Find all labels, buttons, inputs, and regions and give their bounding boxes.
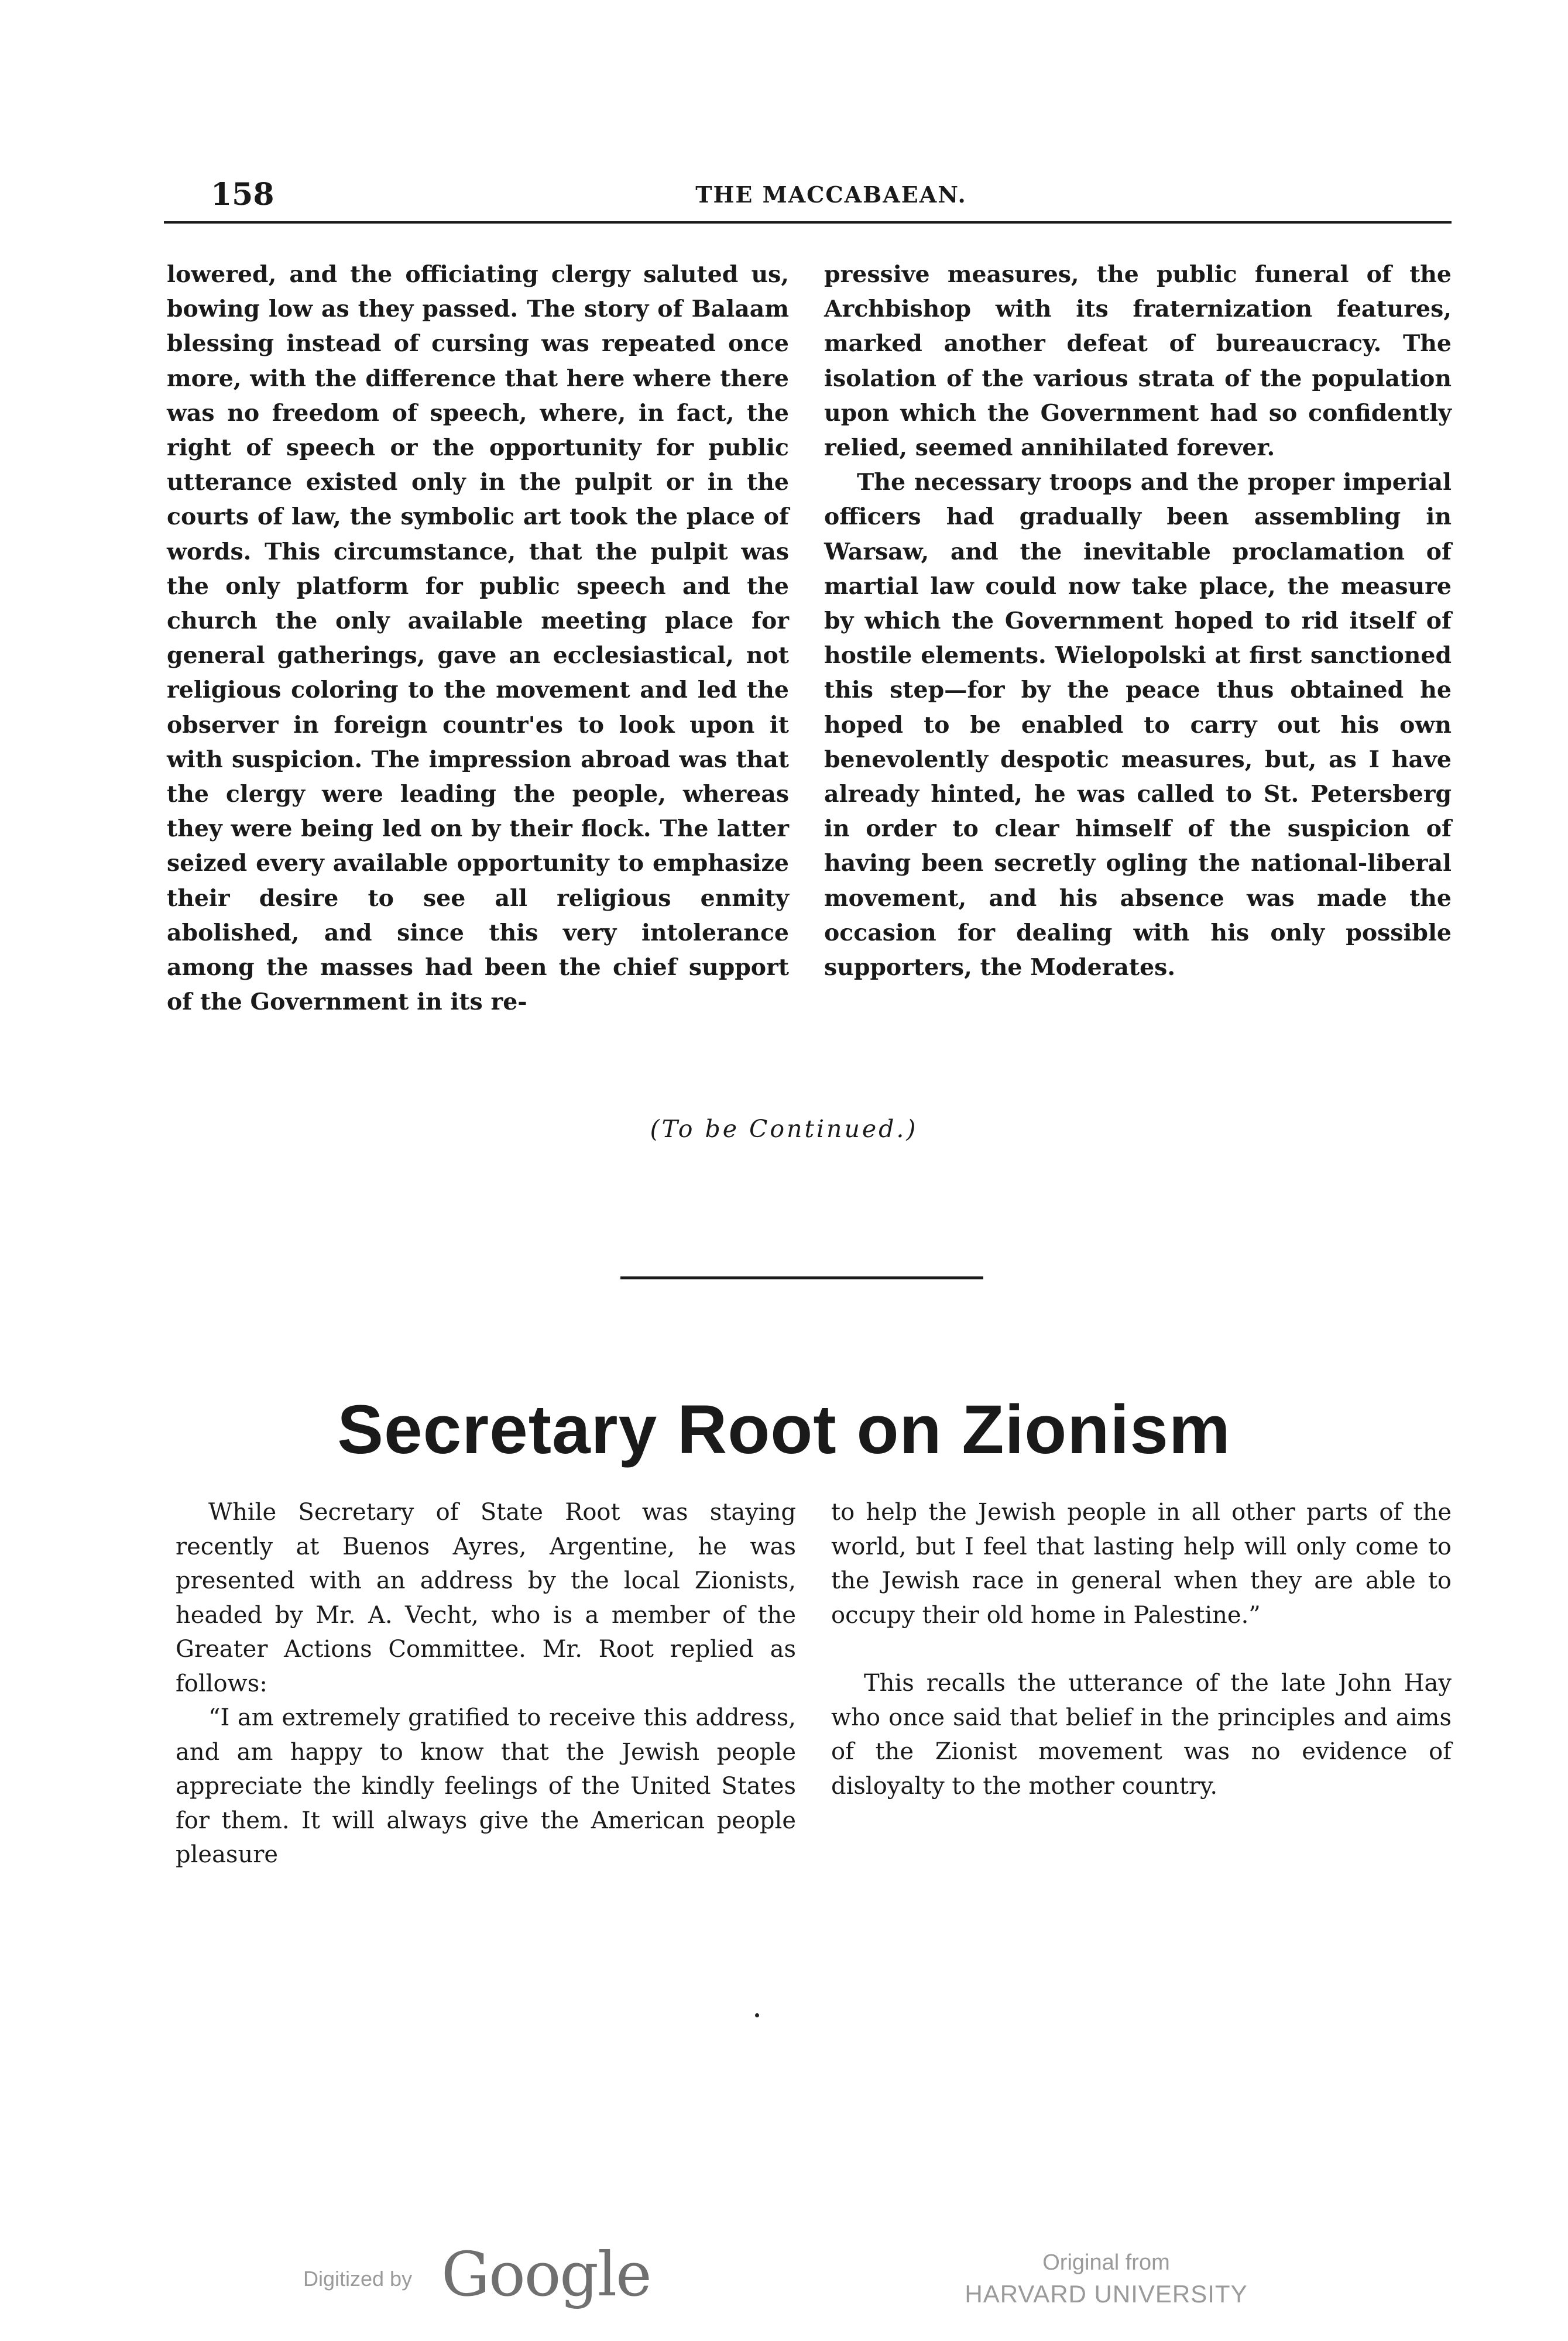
- digitized-by-label: Digitized by: [303, 2267, 413, 2291]
- google-logo: Google: [441, 2239, 651, 2310]
- article-paragraph: “I am extremely gratified to receive this address, and am happy to know that the Jewish people appreciate the kindly feelings of the United States for them. It will always give the American people pleasure: [176, 1704, 796, 1868]
- continuation-paragraph: The necessary troops and the proper imperial officers had gradually been assembling in Warsaw, and the inevitable proclamation of martial law could now take place, the measure by which the Government hoped to rid itself of hostile elements. Wielopolski at first sanctioned this step—for by the peace thus obtained he hoped to be enabled to carry out his own benevolently despotic measures, but, as I have already hinted, he was called to St. Petersberg in order to clear himself of the suspicion of having been secretly ogling the national-liberal movement, and his absence was made the occasion for dealing with his only possible supporters, the Moderates.: [824, 469, 1452, 981]
- source-institution: HARVARD UNIVERSITY: [965, 2280, 1248, 2308]
- print-speck: [755, 2013, 759, 2017]
- running-head: THE MACCABAEAN.: [695, 181, 967, 208]
- article-paragraph: This recalls the utterance of the late John Hay who once said that belief in the principles and aims of the Zionist movement was no evidence of disloyalty to the mother country.: [831, 1670, 1452, 1800]
- section-separator: [620, 1276, 983, 1279]
- continuation-paragraph: lowered, and the officiating clergy saluted us, bowing low as they passed. The story of Balaam blessing instead of cursing was repeated once more, with the difference that here where there was no freedom of speech, where, in fact, the right of speech or the opportunity for public utterance existed only in the pulpit or in the courts of law, the symbolic art took the place of words. This circumstance, that the pulpit was the only platform for public speech and the church the only available meeting place for general gatherings, gave an ecclesiastical, not religious coloring to the movement and led the observer in foreign countr'es to look upon it with suspicion. The impression abroad was that the clergy were leading the people, whereas they were being led on by their flock. The latter seized every available opportunity to emphasize their desire to see all religious enmity abolished, and since this very intolerance among the masses had been the chief support of the Government in its re-: [167, 261, 789, 1016]
- page-header: [211, 177, 1452, 218]
- article-paragraph: to help the Jewish people in all other parts of the world, but I feel that lasting help will only come to the Jewish race in general when they are able to occupy their old home in Palestine.”: [831, 1499, 1452, 1629]
- original-from-label: Original from: [1042, 2250, 1170, 2275]
- original-source: [948, 2247, 1264, 2311]
- continuation-paragraph: pressive measures, the public funeral of the Archbishop with its fraternization features, marked another defeat of bureaucracy. The isolation of the various strata of the population upon which the Government had so confidently relied, seemed annihilated forever.: [824, 261, 1452, 462]
- article-paragraph: While Secretary of State Root was staying recently at Buenos Ayres, Argentine, he was presented with an address by the local Zionists, headed by Mr. A. Vecht, who is a member of the Greater Actions Committee. Mr. Root replied as follows:: [176, 1499, 796, 1697]
- to-be-continued-note: (To be Continued.): [650, 1115, 918, 1143]
- article-right-column: [831, 1495, 1452, 1803]
- article-left-column: [176, 1495, 796, 1872]
- article-title: Secretary Root on Zionism: [337, 1391, 1231, 1468]
- continuation-right-column: [824, 258, 1452, 985]
- continuation-left-column: [167, 258, 789, 1020]
- header-rule: [164, 221, 1452, 224]
- page-number: 158: [211, 177, 275, 212]
